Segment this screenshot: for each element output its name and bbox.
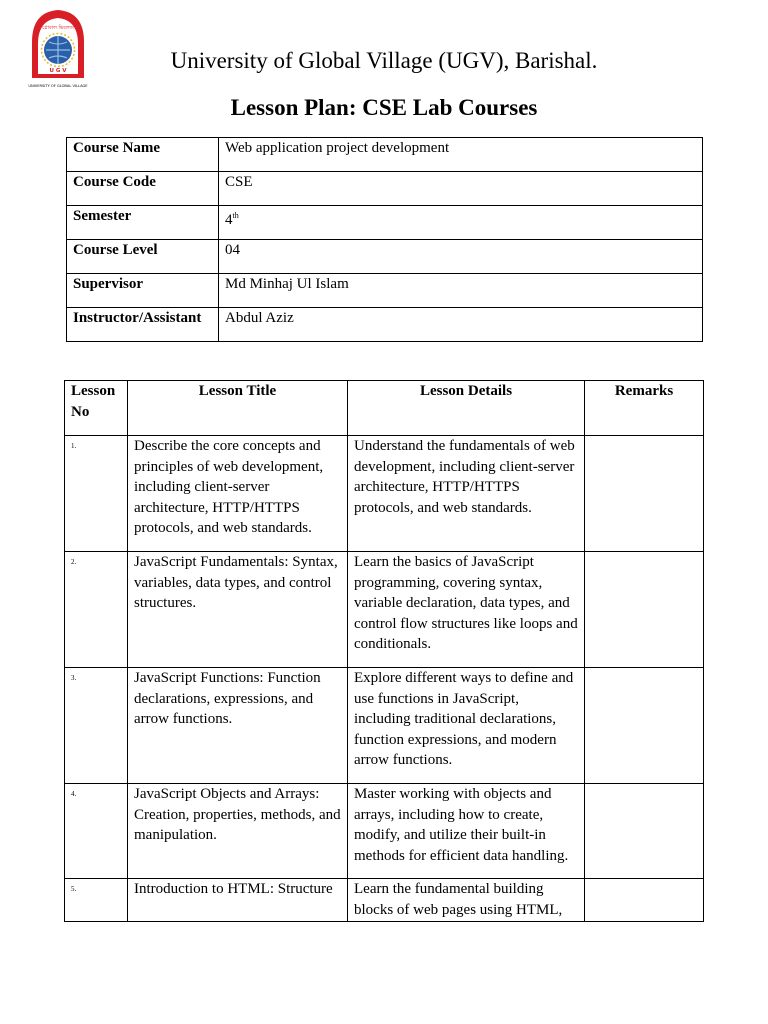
- table-row: [65, 784, 704, 879]
- table-row: [65, 436, 704, 552]
- lesson-details: Explore different ways to define and use functions in JavaScript, including traditional declarations, function expressions, and modern arrow functions.: [348, 668, 585, 784]
- lesson-title: JavaScript Functions: Function declarations, expressions, and arrow functions.: [128, 668, 348, 784]
- lesson-title: JavaScript Objects and Arrays: Creation, properties, methods, and manipulation.: [128, 784, 348, 879]
- lesson-details: Learn the fundamental building blocks of web pages using HTML,: [348, 879, 585, 922]
- logo-top-text: গ্লোবাল ভিলেজ: [42, 25, 74, 31]
- course-info-table: [66, 137, 703, 342]
- page-title: Lesson Plan: CSE Lab Courses: [230, 95, 538, 120]
- course-info-row: [67, 172, 703, 206]
- course-info-row: [67, 138, 703, 172]
- lesson-remarks: [585, 784, 704, 879]
- course-name-value: Web application project development: [219, 138, 703, 172]
- lessons-header-row: [65, 381, 704, 436]
- lesson-number: 1.: [65, 436, 128, 552]
- course-info-row: [67, 274, 703, 308]
- university-name: University of Global Village (UGV), Barishal.: [170, 48, 598, 73]
- table-row: [65, 552, 704, 668]
- lesson-number: 5.: [65, 879, 128, 922]
- supervisor-value: Md Minhaj Ul Islam: [219, 274, 703, 308]
- course-info-row: [67, 240, 703, 274]
- course-info-row: [67, 308, 703, 342]
- lesson-details: Master working with objects and arrays, including how to create, modify, and utilize their built-in methods for efficient data handling.: [348, 784, 585, 879]
- lesson-remarks: [585, 879, 704, 922]
- header-lesson-no: Lesson No: [65, 381, 128, 436]
- course-name-label: Course Name: [67, 138, 219, 172]
- lesson-title: Describe the core concepts and principles of web development, including client-server architecture, HTTP/HTTPS protocols, and web standards.: [128, 436, 348, 552]
- semester-label: Semester: [67, 206, 219, 240]
- lesson-title: Introduction to HTML: Structure: [128, 879, 348, 922]
- course-info-row: [67, 206, 703, 240]
- course-level-label: Course Level: [67, 240, 219, 274]
- lesson-remarks: [585, 552, 704, 668]
- header-lesson-title: Lesson Title: [128, 381, 348, 436]
- header-lesson-details: Lesson Details: [348, 381, 585, 436]
- lesson-number: 2.: [65, 552, 128, 668]
- header-remarks: Remarks: [585, 381, 704, 436]
- table-row: [65, 879, 704, 922]
- lesson-title: JavaScript Fundamentals: Syntax, variables, data types, and control structures.: [128, 552, 348, 668]
- course-level-value: 04: [219, 240, 703, 274]
- semester-value: 4th: [219, 206, 703, 240]
- logo-caption: UNIVERSITY OF GLOBAL VILLAGE: [28, 84, 88, 88]
- instructor-label: Instructor/Assistant: [67, 308, 219, 342]
- lesson-number: 3.: [65, 668, 128, 784]
- table-row: [65, 668, 704, 784]
- lesson-remarks: [585, 668, 704, 784]
- instructor-value: Abdul Aziz: [219, 308, 703, 342]
- lesson-number: 4.: [65, 784, 128, 879]
- lesson-remarks: [585, 436, 704, 552]
- supervisor-label: Supervisor: [67, 274, 219, 308]
- course-code-value: CSE: [219, 172, 703, 206]
- lesson-details: Understand the fundamentals of web development, including client-server architecture, HTTP/HTTPS protocols, and web standards.: [348, 436, 585, 552]
- lessons-table: [64, 380, 704, 922]
- logo-letters: U G V: [49, 68, 67, 74]
- lesson-details: Learn the basics of JavaScript programming, covering syntax, variable declaration, data types, and control flow structures like loops and conditionals.: [348, 552, 585, 668]
- course-code-label: Course Code: [67, 172, 219, 206]
